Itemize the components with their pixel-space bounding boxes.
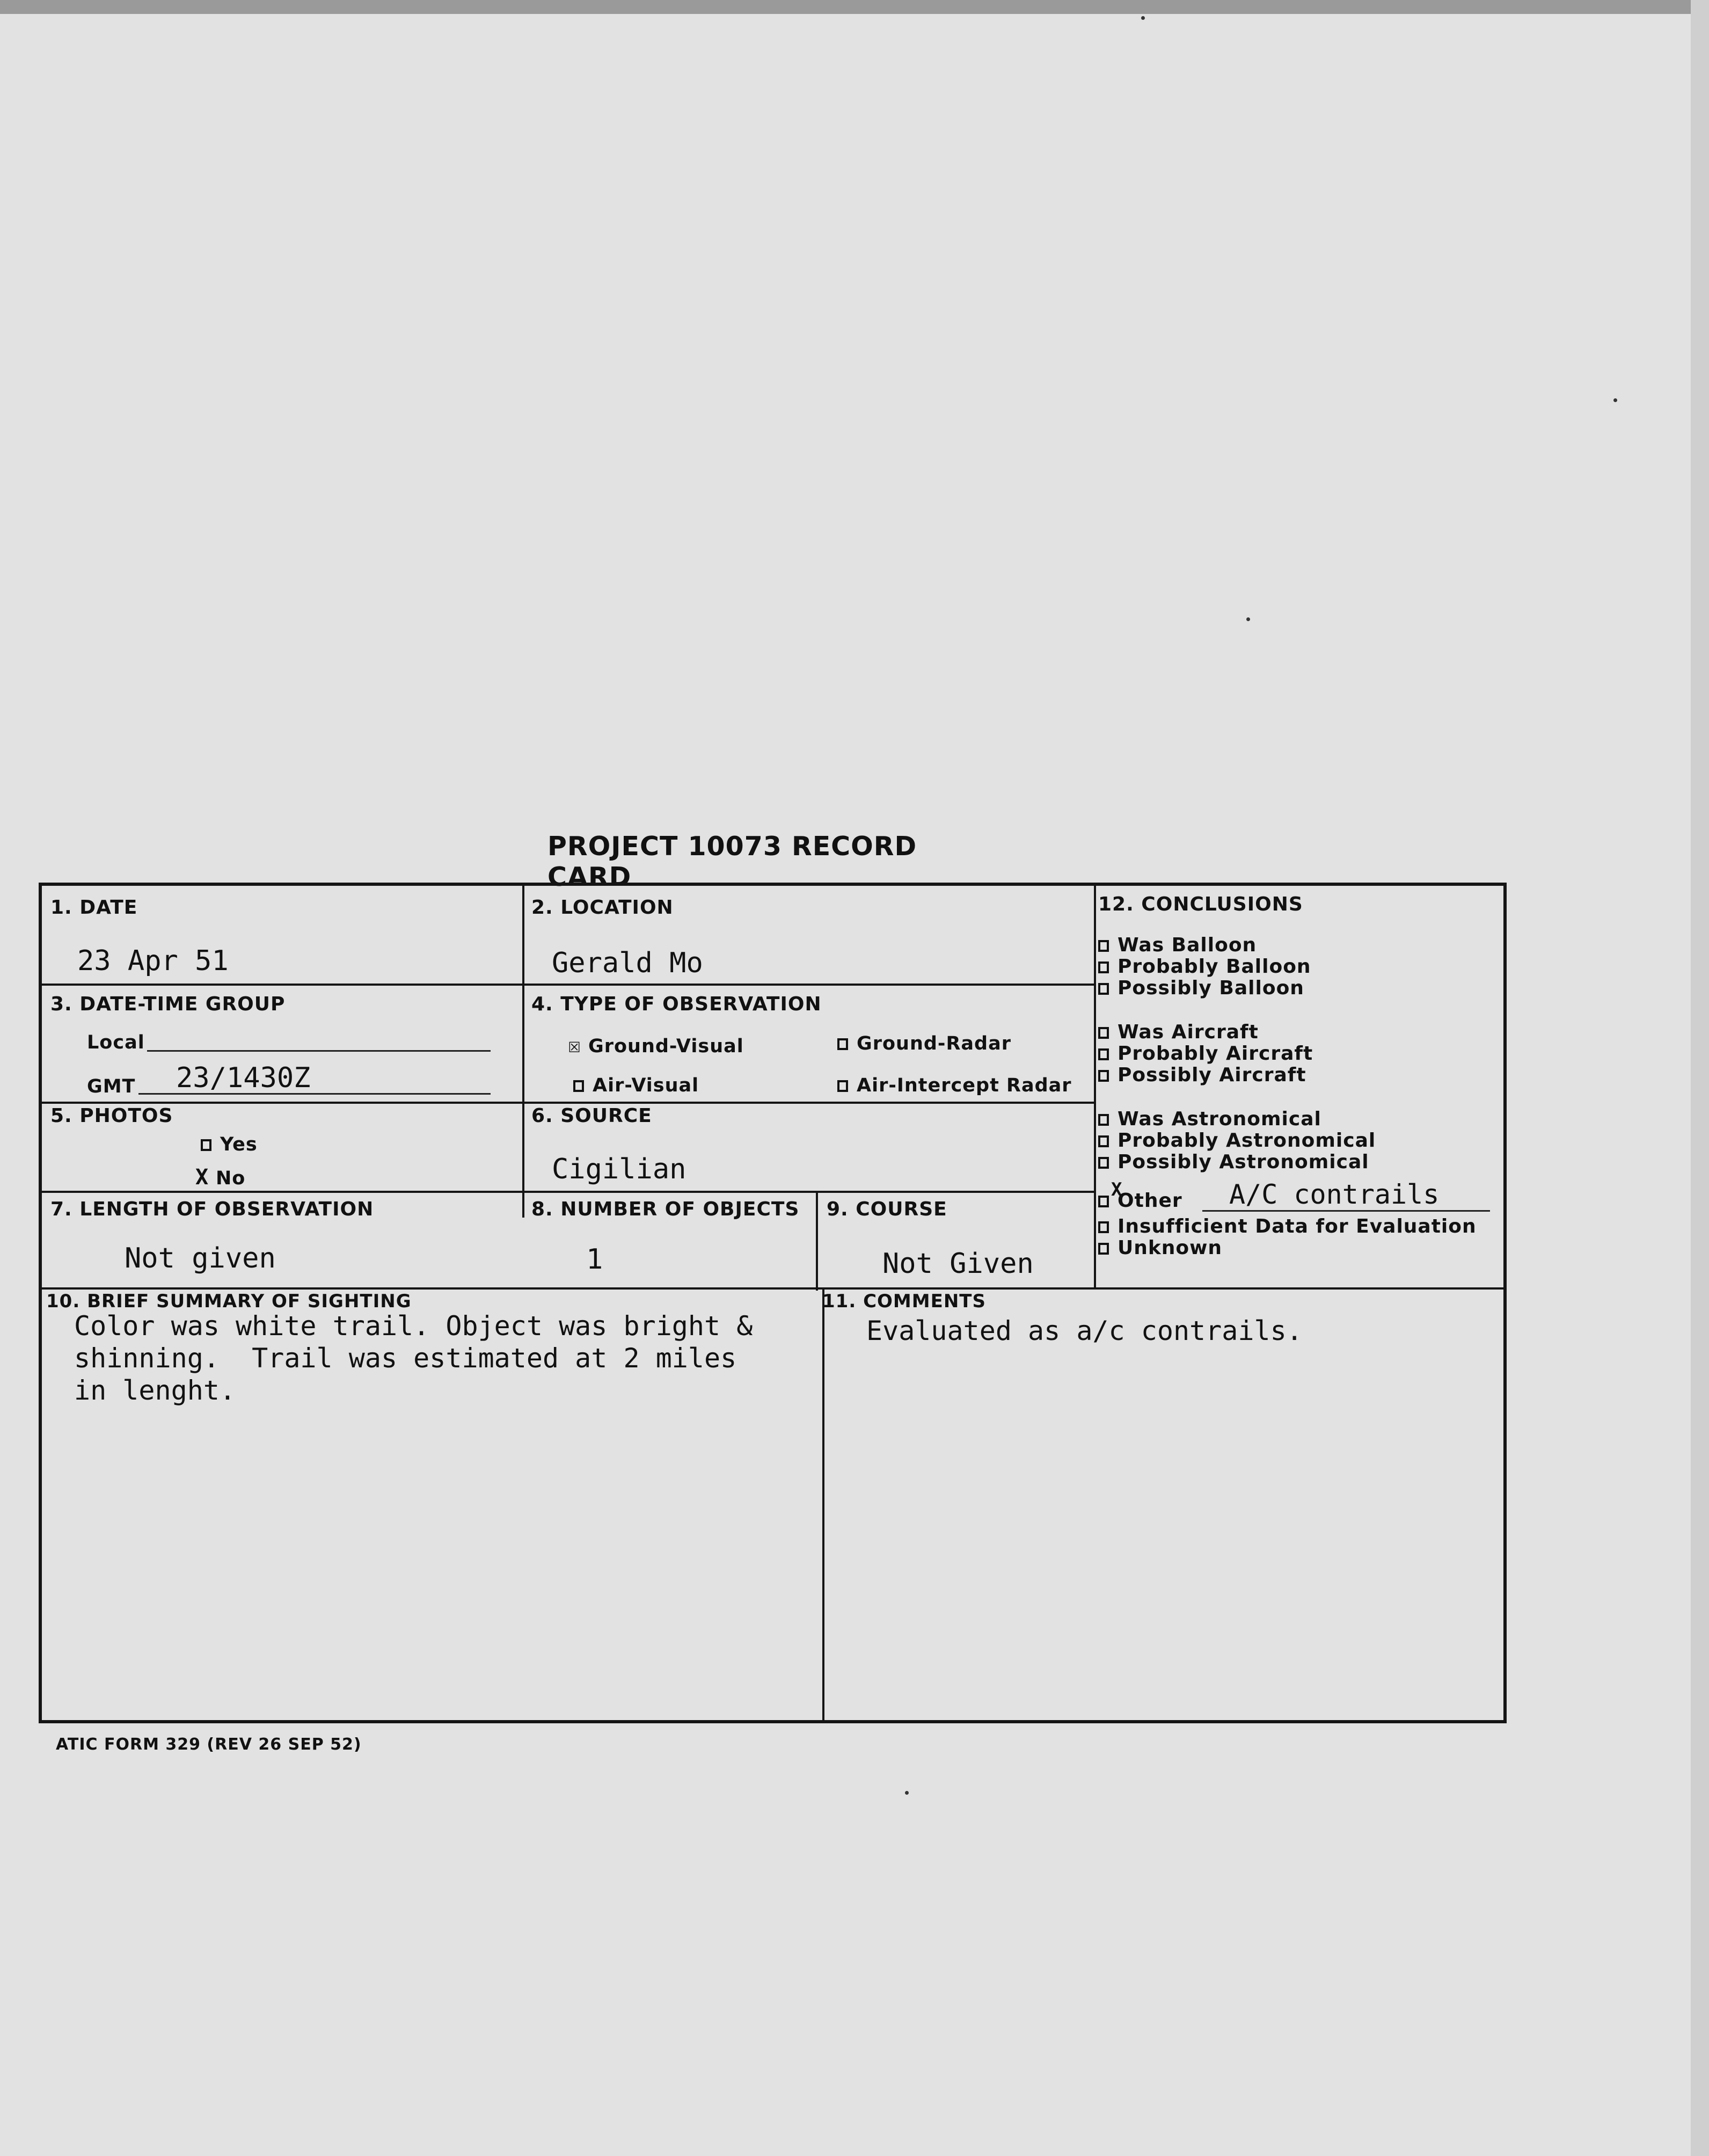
checkbox-icon: [1098, 1070, 1109, 1082]
length-value: Not given: [125, 1242, 276, 1274]
objects-label: 8. NUMBER OF OBJECTS: [531, 1198, 800, 1220]
divider: [42, 1102, 1094, 1104]
divider: [822, 1287, 824, 1723]
course-value: Not Given: [882, 1248, 1034, 1280]
location-label: 2. LOCATION: [531, 897, 674, 919]
ground-radar-option[interactable]: Ground-Radar: [837, 1033, 1011, 1054]
summary-text: [74, 1310, 753, 1407]
conclusion-was-aircraft[interactable]: Was Aircraft: [1098, 1021, 1259, 1043]
conclusions-label: 12. CONCLUSIONS: [1098, 893, 1303, 915]
gmt-label: GMT: [87, 1076, 136, 1097]
card-title: PROJECT 10073 RECORD CARD: [547, 831, 917, 892]
conclusion-probably-astronomical[interactable]: Probably Astronomical: [1098, 1130, 1376, 1152]
other-underline: [1202, 1210, 1490, 1212]
photos-yes-option[interactable]: Yes: [201, 1134, 258, 1155]
air-visual-option[interactable]: Air-Visual: [573, 1075, 699, 1096]
gmt-value: 23/1430Z: [176, 1062, 311, 1094]
summary-line: Color was white trail. Object was bright &: [74, 1310, 753, 1342]
photos-label: 5. PHOTOS: [50, 1105, 173, 1127]
checkbox-icon: [1098, 1196, 1109, 1207]
dust-speck: [905, 1791, 909, 1795]
checkbox-icon: [1098, 1114, 1109, 1126]
record-card: [39, 883, 1507, 1723]
summary-line: shinning. Trail was estimated at 2 miles: [74, 1343, 737, 1374]
checked-box-icon: ☒: [568, 1033, 582, 1058]
page-right-edge: [1691, 0, 1709, 2156]
objects-value: 1: [586, 1243, 603, 1276]
summary-label: 10. BRIEF SUMMARY OF SIGHTING: [46, 1291, 412, 1312]
checkbox-icon: [1098, 962, 1109, 973]
checkbox-icon: [837, 1080, 848, 1092]
divider: [42, 1287, 1503, 1290]
conclusion-other[interactable]: X Other: [1098, 1190, 1182, 1212]
length-label: 7. LENGTH OF OBSERVATION: [50, 1198, 374, 1220]
other-value: A/C contrails: [1229, 1179, 1440, 1210]
checkbox-icon: [201, 1139, 211, 1151]
dust-speck: [1246, 617, 1250, 621]
date-value: 23 Apr 51: [77, 945, 229, 977]
divider: [42, 984, 1094, 986]
divider: [522, 886, 524, 1218]
local-label: Local: [87, 1032, 145, 1053]
comments-value: Evaluated as a/c contrails.: [866, 1315, 1303, 1346]
conclusion-insufficient-data[interactable]: Insufficient Data for Evaluation: [1098, 1215, 1477, 1237]
checkbox-icon: [1098, 1243, 1109, 1255]
conclusion-possibly-balloon[interactable]: Possibly Balloon: [1098, 977, 1304, 999]
divider: [1094, 886, 1096, 1287]
checkbox-icon: [573, 1080, 584, 1092]
conclusion-probably-balloon[interactable]: Probably Balloon: [1098, 956, 1311, 978]
source-value: Cigilian: [552, 1153, 686, 1185]
conclusion-possibly-astronomical[interactable]: Possibly Astronomical: [1098, 1151, 1369, 1173]
other-check-mark: X: [1111, 1179, 1123, 1200]
comments-label: 11. COMMENTS: [822, 1291, 986, 1312]
checkbox-icon: [1098, 1221, 1109, 1233]
checkbox-icon: [1098, 1157, 1109, 1169]
page-top-edge: [0, 0, 1709, 14]
checked-box-icon: X: [195, 1165, 209, 1190]
date-time-group-label: 3. DATE-TIME GROUP: [50, 993, 286, 1015]
checkbox-icon: [1098, 1048, 1109, 1060]
dust-speck: [1613, 398, 1617, 402]
summary-line: in lenght.: [74, 1375, 236, 1406]
observation-type-label: 4. TYPE OF OBSERVATION: [531, 993, 822, 1015]
checkbox-icon: [1098, 1027, 1109, 1039]
location-value: Gerald Mo: [552, 947, 703, 979]
checkbox-icon: [1098, 1135, 1109, 1147]
divider: [816, 1191, 818, 1291]
photos-no-option[interactable]: X No: [195, 1165, 246, 1190]
checkbox-icon: [1098, 983, 1109, 995]
checkbox-icon: [837, 1038, 848, 1050]
conclusion-was-balloon[interactable]: Was Balloon: [1098, 934, 1257, 956]
ground-visual-option[interactable]: ☒ Ground-Visual: [568, 1033, 744, 1058]
form-number: ATIC FORM 329 (REV 26 SEP 52): [56, 1735, 362, 1754]
conclusion-unknown[interactable]: Unknown: [1098, 1237, 1222, 1259]
conclusion-possibly-aircraft[interactable]: Possibly Aircraft: [1098, 1064, 1306, 1086]
dust-speck: [1141, 16, 1145, 20]
date-label: 1. DATE: [50, 897, 138, 919]
local-underline: [147, 1050, 491, 1052]
air-intercept-option[interactable]: Air-Intercept Radar: [837, 1075, 1072, 1096]
source-label: 6. SOURCE: [531, 1105, 652, 1127]
checkbox-icon: [1098, 940, 1109, 952]
conclusion-probably-aircraft[interactable]: Probably Aircraft: [1098, 1043, 1313, 1065]
conclusion-was-astronomical[interactable]: Was Astronomical: [1098, 1108, 1321, 1130]
course-label: 9. COURSE: [827, 1198, 947, 1220]
divider: [42, 1191, 1094, 1193]
